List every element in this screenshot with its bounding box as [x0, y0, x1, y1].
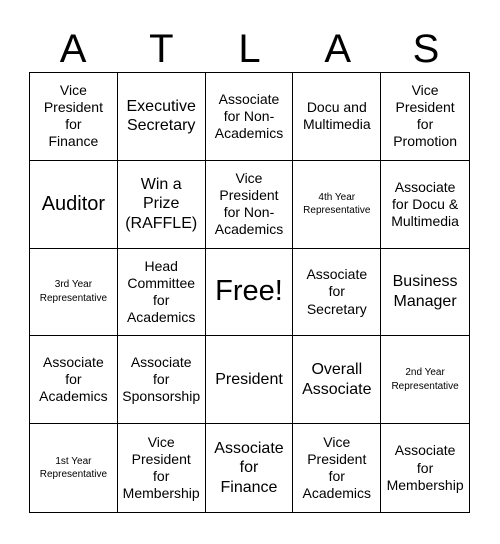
- bingo-header: [29, 26, 470, 72]
- bingo-cell[interactable]: Associate for Membership: [386, 442, 464, 493]
- bingo-cell[interactable]: 3rd Year Representative: [30, 249, 118, 337]
- bingo-cell[interactable]: Associate for Secretary: [293, 249, 381, 337]
- bingo-cell[interactable]: Vice President for Membership: [118, 424, 206, 512]
- header-letter-l: L: [238, 27, 261, 71]
- bingo-cell[interactable]: Associate for Sponsorship: [118, 336, 206, 424]
- bingo-cell[interactable]: Docu and Multimedia: [293, 73, 381, 161]
- bingo-cell[interactable]: 4th Year Representative: [293, 161, 381, 249]
- bingo-cell[interactable]: Associate for Docu & Multimedia: [381, 161, 469, 249]
- bingo-cell[interactable]: Win a Prize (RAFFLE): [118, 161, 206, 249]
- bingo-cell[interactable]: 1st Year Representative: [30, 424, 118, 512]
- free-space-cell[interactable]: Free!: [206, 249, 294, 337]
- bingo-cell[interactable]: Vice President for Non- Academics: [206, 161, 294, 249]
- header-letter-t: T: [149, 27, 174, 71]
- header-letter-s: S: [412, 27, 440, 71]
- bingo-cell[interactable]: Business Manager: [381, 249, 469, 337]
- bingo-cell[interactable]: Executive Secretary: [118, 73, 206, 161]
- bingo-cell[interactable]: 2nd Year Representative: [381, 336, 469, 424]
- header-letter-a2: A: [324, 27, 352, 71]
- bingo-cell[interactable]: Vice President for Promotion: [381, 73, 469, 161]
- bingo-cell[interactable]: Associate for Finance: [206, 424, 294, 512]
- bingo-cell[interactable]: Auditor: [30, 161, 118, 249]
- header-letter-a1: A: [59, 27, 87, 71]
- bingo-cell[interactable]: President: [206, 336, 294, 424]
- bingo-cell[interactable]: Overall Associate: [293, 336, 381, 424]
- bingo-cell[interactable]: Vice President for Finance: [30, 73, 118, 161]
- bingo-cell[interactable]: Head Committee for Academics: [118, 249, 206, 337]
- bingo-cell[interactable]: Vice President for Academics: [293, 424, 381, 512]
- bingo-cell[interactable]: Associate for Non- Academics: [206, 73, 294, 161]
- bingo-cell[interactable]: Associate for Academics: [30, 336, 118, 424]
- bingo-grid: [29, 72, 470, 513]
